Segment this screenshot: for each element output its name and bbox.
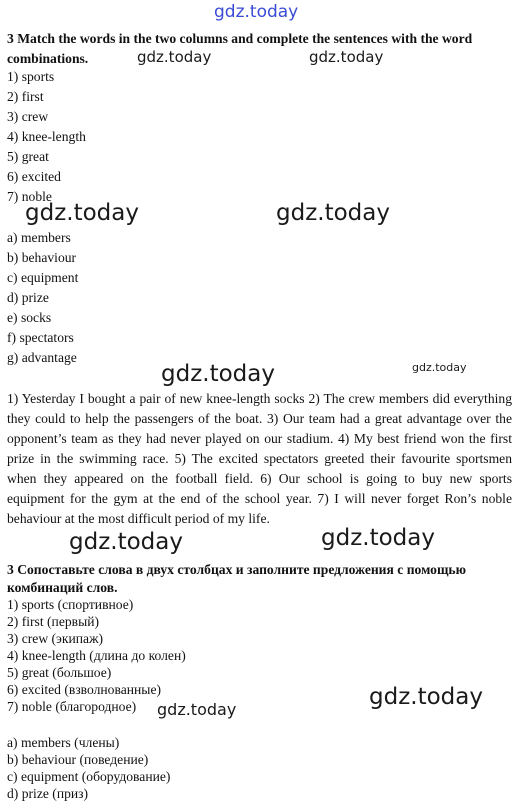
list-item: 2) first (первый): [7, 614, 100, 629]
list-item: 6) excited: [7, 169, 61, 184]
list-item: b) behaviour: [7, 250, 77, 265]
exercise-heading: 3 Match the words in the two columns and complete the sentences with the word combinations.: [7, 31, 473, 66]
watermark: gdz.today: [137, 48, 212, 66]
list-item: 7) noble (благородное): [7, 699, 137, 714]
watermark: gdz.today: [369, 684, 483, 710]
list-item: 4) knee-length (длина до колен): [7, 648, 186, 663]
list-item: 1) sports: [7, 69, 55, 84]
watermark: gdz.today: [276, 200, 390, 226]
list-item: d) prize: [7, 290, 49, 305]
list-item: b) behaviour (поведение): [7, 752, 149, 767]
list-item: g) advantage: [7, 350, 77, 365]
watermark: gdz.today: [69, 529, 183, 555]
list-item: e) socks: [7, 310, 52, 325]
watermark: gdz.today: [412, 361, 467, 374]
list-item: c) equipment: [7, 270, 79, 285]
list-item: 2) first: [7, 89, 44, 104]
watermark: gdz.today: [25, 200, 139, 226]
list-item: 3) crew (экипаж): [7, 631, 103, 646]
watermark-top: gdz.today: [214, 2, 299, 22]
list-item: a) members (члены): [7, 735, 120, 750]
list-item: a) members: [7, 230, 71, 245]
list-item: 3) crew: [7, 109, 49, 124]
watermark: gdz.today: [321, 525, 435, 551]
list-item: f) spectators: [7, 330, 74, 345]
watermark: gdz.today: [309, 48, 384, 66]
list-item: 6) excited (взволнованные): [7, 682, 161, 697]
list-item: d) prize (приз): [7, 786, 89, 801]
list-item: 5) great (большое): [7, 665, 112, 680]
translation-heading: 3 Сопоставьте слова в двух столбцах и заполните предложения с помощью комбинаций слов.: [7, 562, 467, 595]
watermark: gdz.today: [157, 700, 237, 719]
list-item: 1) sports (спортивное): [7, 597, 134, 612]
answer-paragraph: 1) Yesterday I bought a pair of new knee-length socks 2) The crew members did everything they could to help the passengers of the boat. 3) Our team had a great advantage over the opponent’s team as they had never played on our stadium. 4) My best friend won the first prize in the swimming race. 5) The excited spectators greeted their favourite sportsmen when they appeared on the football field. 6) Our school is going to buy new sports equipment for the gym at the end of the school year. 7) I will never forget Ron’s noble behaviour at the most difficult period of my life.: [7, 391, 512, 526]
list-item: 5) great: [7, 149, 49, 164]
list-item: 4) knee-length: [7, 129, 86, 144]
watermark: gdz.today: [161, 361, 275, 387]
list-item: c) equipment (оборудование): [7, 769, 171, 784]
list-item: 7) noble: [7, 189, 52, 204]
